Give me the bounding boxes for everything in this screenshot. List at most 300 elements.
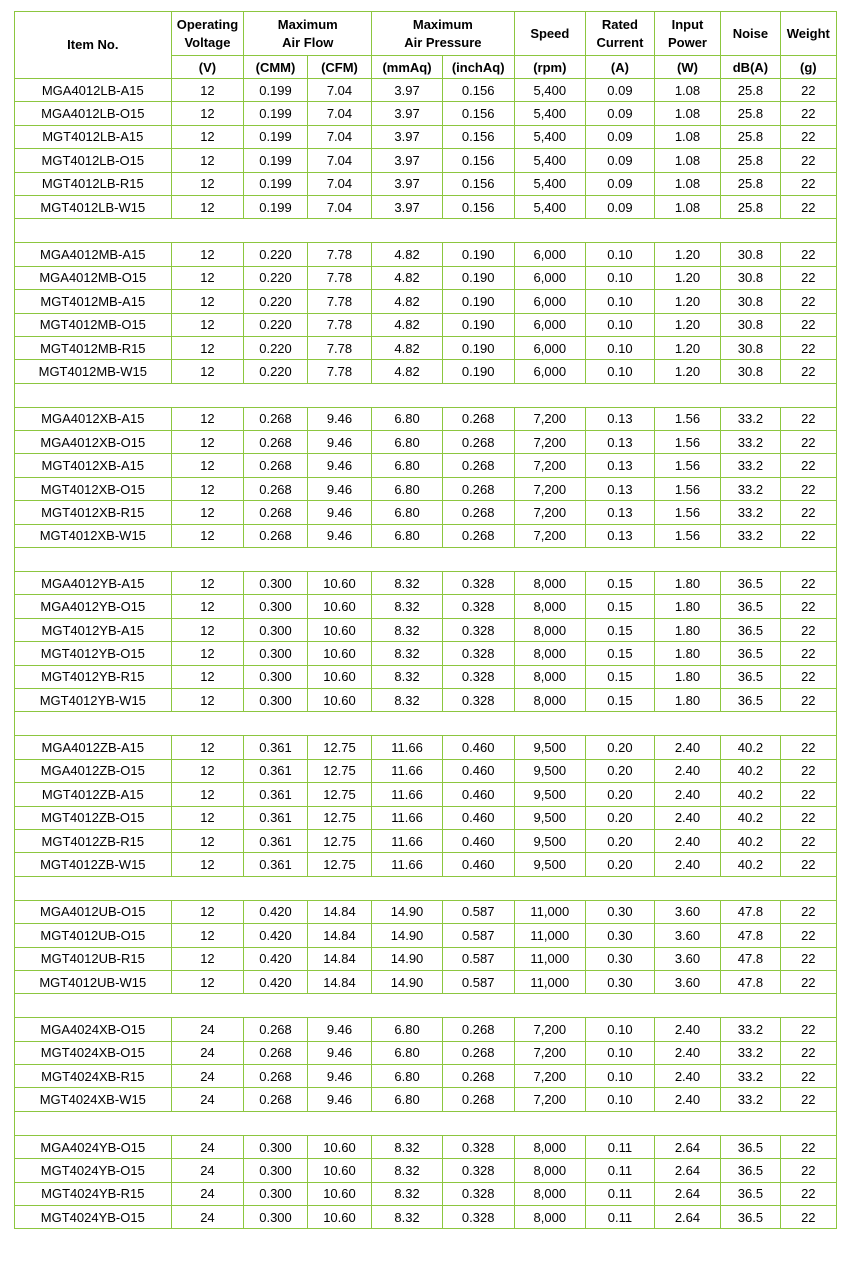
cell-cfm: 12.75 — [307, 736, 371, 759]
cell-inchaq: 0.328 — [442, 1135, 514, 1158]
cell-weight: 22 — [780, 783, 836, 806]
table-row — [15, 290, 837, 313]
cell-current: 0.15 — [586, 665, 655, 688]
cell-noise: 40.2 — [721, 829, 780, 852]
group-separator-row — [15, 219, 837, 243]
cell-current: 0.10 — [586, 290, 655, 313]
cell-item-no: MGA4012LB-A15 — [15, 79, 172, 102]
cell-voltage: 24 — [171, 1065, 244, 1088]
cell-power: 2.40 — [654, 1041, 721, 1064]
cell-weight: 22 — [780, 149, 836, 172]
cell-noise: 36.5 — [721, 1159, 780, 1182]
cell-voltage: 12 — [171, 336, 244, 359]
cell-current: 0.30 — [586, 900, 655, 923]
cell-cmm: 0.361 — [244, 736, 307, 759]
cell-power: 1.08 — [654, 172, 721, 195]
cell-inchaq: 0.190 — [442, 360, 514, 383]
cell-weight: 22 — [780, 595, 836, 618]
cell-mmaq: 6.80 — [372, 454, 443, 477]
cell-cfm: 7.04 — [307, 79, 371, 102]
cell-cmm: 0.268 — [244, 407, 307, 430]
cell-current: 0.10 — [586, 360, 655, 383]
cell-cfm: 9.46 — [307, 1041, 371, 1064]
cell-mmaq: 11.66 — [372, 806, 443, 829]
table-row — [15, 1065, 837, 1088]
cell-voltage: 12 — [171, 688, 244, 711]
cell-current: 0.09 — [586, 149, 655, 172]
cell-inchaq: 0.587 — [442, 947, 514, 970]
cell-item-no: MGT4024XB-W15 — [15, 1088, 172, 1111]
table-row — [15, 829, 837, 852]
cell-rpm: 8,000 — [514, 642, 586, 665]
cell-cfm: 12.75 — [307, 783, 371, 806]
cell-inchaq: 0.268 — [442, 407, 514, 430]
header-airflow-line2: Air Flow — [282, 34, 334, 50]
cell-item-no: MGA4012MB-A15 — [15, 243, 172, 266]
cell-weight: 22 — [780, 970, 836, 993]
cell-item-no: MGA4024XB-O15 — [15, 1018, 172, 1041]
cell-weight: 22 — [780, 572, 836, 595]
cell-current: 0.20 — [586, 736, 655, 759]
cell-cmm: 0.268 — [244, 477, 307, 500]
cell-cmm: 0.268 — [244, 1065, 307, 1088]
cell-cmm: 0.220 — [244, 336, 307, 359]
cell-item-no: MGT4024YB-R15 — [15, 1182, 172, 1205]
cell-inchaq: 0.156 — [442, 102, 514, 125]
cell-power: 2.40 — [654, 829, 721, 852]
unit-inchaq: (inchAq) — [442, 56, 514, 79]
cell-item-no: MGT4012MB-W15 — [15, 360, 172, 383]
cell-item-no: MGT4012MB-R15 — [15, 336, 172, 359]
cell-cmm: 0.268 — [244, 1088, 307, 1111]
cell-inchaq: 0.268 — [442, 501, 514, 524]
cell-weight: 22 — [780, 665, 836, 688]
cell-weight: 22 — [780, 125, 836, 148]
cell-cmm: 0.300 — [244, 1159, 307, 1182]
cell-rpm: 9,500 — [514, 759, 586, 782]
cell-voltage: 12 — [171, 360, 244, 383]
unit-voltage: (V) — [171, 56, 244, 79]
table-row — [15, 736, 837, 759]
cell-rpm: 8,000 — [514, 618, 586, 641]
cell-item-no: MGA4012XB-O15 — [15, 431, 172, 454]
cell-current: 0.09 — [586, 195, 655, 218]
cell-weight: 22 — [780, 313, 836, 336]
cell-voltage: 12 — [171, 102, 244, 125]
cell-cfm: 10.60 — [307, 642, 371, 665]
cell-inchaq: 0.328 — [442, 1206, 514, 1229]
table-row — [15, 195, 837, 218]
cell-cmm: 0.268 — [244, 1041, 307, 1064]
cell-current: 0.15 — [586, 642, 655, 665]
cell-current: 0.20 — [586, 759, 655, 782]
cell-cfm: 7.78 — [307, 313, 371, 336]
cell-cmm: 0.361 — [244, 783, 307, 806]
cell-noise: 47.8 — [721, 900, 780, 923]
cell-current: 0.10 — [586, 1041, 655, 1064]
cell-power: 1.56 — [654, 407, 721, 430]
cell-rpm: 8,000 — [514, 1159, 586, 1182]
cell-mmaq: 3.97 — [372, 195, 443, 218]
cell-cfm: 7.04 — [307, 172, 371, 195]
cell-cmm: 0.300 — [244, 642, 307, 665]
cell-voltage: 12 — [171, 454, 244, 477]
cell-rpm: 11,000 — [514, 970, 586, 993]
cell-rpm: 8,000 — [514, 595, 586, 618]
cell-voltage: 24 — [171, 1182, 244, 1205]
cell-noise: 36.5 — [721, 618, 780, 641]
cell-noise: 30.8 — [721, 290, 780, 313]
cell-current: 0.11 — [586, 1159, 655, 1182]
cell-weight: 22 — [780, 172, 836, 195]
table-row — [15, 759, 837, 782]
cell-inchaq: 0.190 — [442, 336, 514, 359]
cell-rpm: 6,000 — [514, 360, 586, 383]
cell-inchaq: 0.190 — [442, 266, 514, 289]
group-separator-row — [15, 994, 837, 1018]
cell-weight: 22 — [780, 79, 836, 102]
cell-cfm: 12.75 — [307, 806, 371, 829]
cell-power: 1.80 — [654, 665, 721, 688]
cell-power: 1.20 — [654, 290, 721, 313]
cell-item-no: MGT4012YB-R15 — [15, 665, 172, 688]
cell-mmaq: 8.32 — [372, 665, 443, 688]
cell-cmm: 0.199 — [244, 172, 307, 195]
table-row — [15, 1135, 837, 1158]
cell-voltage: 12 — [171, 947, 244, 970]
header-weight: Weight — [780, 12, 836, 56]
cell-voltage: 12 — [171, 477, 244, 500]
cell-noise: 33.2 — [721, 477, 780, 500]
cell-cmm: 0.220 — [244, 313, 307, 336]
table-row — [15, 79, 837, 102]
cell-mmaq: 3.97 — [372, 102, 443, 125]
cell-cmm: 0.199 — [244, 125, 307, 148]
cell-inchaq: 0.268 — [442, 1041, 514, 1064]
cell-inchaq: 0.268 — [442, 1065, 514, 1088]
cell-weight: 22 — [780, 195, 836, 218]
cell-rpm: 8,000 — [514, 1182, 586, 1205]
cell-rpm: 7,200 — [514, 1018, 586, 1041]
cell-voltage: 12 — [171, 829, 244, 852]
cell-inchaq: 0.587 — [442, 970, 514, 993]
cell-voltage: 12 — [171, 431, 244, 454]
cell-item-no: MGA4012ZB-O15 — [15, 759, 172, 782]
cell-voltage: 12 — [171, 125, 244, 148]
cell-cfm: 7.04 — [307, 125, 371, 148]
cell-cfm: 7.78 — [307, 243, 371, 266]
cell-power: 1.20 — [654, 313, 721, 336]
cell-weight: 22 — [780, 290, 836, 313]
cell-cfm: 7.78 — [307, 290, 371, 313]
cell-current: 0.30 — [586, 947, 655, 970]
cell-noise: 40.2 — [721, 783, 780, 806]
cell-cfm: 9.46 — [307, 501, 371, 524]
cell-cmm: 0.300 — [244, 1206, 307, 1229]
header-voltage-line1: Operating — [176, 16, 239, 32]
cell-current: 0.20 — [586, 806, 655, 829]
cell-cfm: 10.60 — [307, 1206, 371, 1229]
cell-power: 2.40 — [654, 1018, 721, 1041]
cell-cmm: 0.420 — [244, 970, 307, 993]
cell-rpm: 6,000 — [514, 336, 586, 359]
cell-voltage: 12 — [171, 524, 244, 547]
cell-mmaq: 8.32 — [372, 1206, 443, 1229]
cell-current: 0.13 — [586, 431, 655, 454]
cell-power: 1.80 — [654, 572, 721, 595]
cell-mmaq: 6.80 — [372, 477, 443, 500]
cell-power: 1.56 — [654, 454, 721, 477]
cell-mmaq: 11.66 — [372, 853, 443, 876]
cell-cmm: 0.268 — [244, 524, 307, 547]
cell-cmm: 0.268 — [244, 431, 307, 454]
cell-cfm: 7.78 — [307, 266, 371, 289]
cell-rpm: 9,500 — [514, 853, 586, 876]
cell-mmaq: 11.66 — [372, 783, 443, 806]
cell-inchaq: 0.328 — [442, 665, 514, 688]
header-rated-current — [586, 12, 655, 56]
table-row — [15, 149, 837, 172]
cell-weight: 22 — [780, 806, 836, 829]
cell-inchaq: 0.268 — [442, 454, 514, 477]
cell-weight: 22 — [780, 1018, 836, 1041]
cell-rpm: 9,500 — [514, 806, 586, 829]
group-separator-cell — [15, 1111, 837, 1135]
cell-inchaq: 0.587 — [442, 900, 514, 923]
cell-noise: 25.8 — [721, 79, 780, 102]
cell-voltage: 12 — [171, 572, 244, 595]
cell-cfm: 10.60 — [307, 1182, 371, 1205]
unit-rpm: (rpm) — [514, 56, 586, 79]
cell-cfm: 10.60 — [307, 1135, 371, 1158]
cell-rpm: 5,400 — [514, 79, 586, 102]
cell-power: 3.60 — [654, 924, 721, 947]
cell-power: 1.20 — [654, 360, 721, 383]
cell-power: 1.08 — [654, 149, 721, 172]
unit-gram: (g) — [780, 56, 836, 79]
cell-power: 2.40 — [654, 783, 721, 806]
header-speed: Speed — [514, 12, 586, 56]
cell-cfm: 14.84 — [307, 947, 371, 970]
cell-weight: 22 — [780, 524, 836, 547]
cell-power: 2.40 — [654, 853, 721, 876]
cell-item-no: MGT4012YB-A15 — [15, 618, 172, 641]
cell-inchaq: 0.460 — [442, 806, 514, 829]
table-row — [15, 806, 837, 829]
unit-cmm: (CMM) — [244, 56, 307, 79]
cell-rpm: 8,000 — [514, 665, 586, 688]
unit-cfm: (CFM) — [307, 56, 371, 79]
cell-mmaq: 3.97 — [372, 125, 443, 148]
cell-current: 0.30 — [586, 924, 655, 947]
cell-noise: 47.8 — [721, 970, 780, 993]
table-row — [15, 970, 837, 993]
cell-power: 2.40 — [654, 736, 721, 759]
cell-cmm: 0.300 — [244, 572, 307, 595]
cell-cfm: 10.60 — [307, 688, 371, 711]
cell-power: 1.20 — [654, 243, 721, 266]
cell-cfm: 9.46 — [307, 524, 371, 547]
cell-power: 1.08 — [654, 79, 721, 102]
cell-power: 1.56 — [654, 431, 721, 454]
table-row — [15, 1018, 837, 1041]
group-separator-cell — [15, 219, 837, 243]
cell-cfm: 14.84 — [307, 970, 371, 993]
group-separator-row — [15, 548, 837, 572]
cell-item-no: MGT4012ZB-R15 — [15, 829, 172, 852]
cell-inchaq: 0.328 — [442, 1159, 514, 1182]
cell-rpm: 9,500 — [514, 736, 586, 759]
cell-weight: 22 — [780, 1041, 836, 1064]
cell-mmaq: 8.32 — [372, 595, 443, 618]
cell-cfm: 10.60 — [307, 665, 371, 688]
cell-mmaq: 14.90 — [372, 900, 443, 923]
cell-cfm: 10.60 — [307, 572, 371, 595]
cell-cfm: 10.60 — [307, 1159, 371, 1182]
cell-rpm: 6,000 — [514, 313, 586, 336]
cell-noise: 33.2 — [721, 1065, 780, 1088]
cell-weight: 22 — [780, 688, 836, 711]
cell-mmaq: 6.80 — [372, 1041, 443, 1064]
cell-item-no: MGT4012UB-O15 — [15, 924, 172, 947]
cell-current: 0.13 — [586, 407, 655, 430]
cell-weight: 22 — [780, 736, 836, 759]
cell-cfm: 9.46 — [307, 477, 371, 500]
cell-mmaq: 4.82 — [372, 360, 443, 383]
cell-current: 0.30 — [586, 970, 655, 993]
cell-cmm: 0.420 — [244, 900, 307, 923]
cell-noise: 33.2 — [721, 407, 780, 430]
cell-voltage: 12 — [171, 79, 244, 102]
cell-cmm: 0.199 — [244, 102, 307, 125]
cell-cmm: 0.268 — [244, 1018, 307, 1041]
cell-rpm: 5,400 — [514, 102, 586, 125]
header-row — [15, 12, 837, 56]
cell-inchaq: 0.460 — [442, 759, 514, 782]
cell-cfm: 7.78 — [307, 336, 371, 359]
cell-item-no: MGT4012XB-O15 — [15, 477, 172, 500]
cell-noise: 25.8 — [721, 125, 780, 148]
unit-ampere: (A) — [586, 56, 655, 79]
unit-mmaq: (mmAq) — [372, 56, 443, 79]
group-separator-row — [15, 383, 837, 407]
header-airflow-line1: Maximum — [277, 16, 338, 32]
cell-power: 2.64 — [654, 1182, 721, 1205]
cell-cmm: 0.361 — [244, 759, 307, 782]
cell-weight: 22 — [780, 102, 836, 125]
cell-mmaq: 4.82 — [372, 336, 443, 359]
cell-inchaq: 0.268 — [442, 1018, 514, 1041]
cell-voltage: 12 — [171, 665, 244, 688]
table-row — [15, 1041, 837, 1064]
cell-mmaq: 6.80 — [372, 1018, 443, 1041]
cell-item-no: MGT4024XB-R15 — [15, 1065, 172, 1088]
table-row — [15, 924, 837, 947]
cell-current: 0.10 — [586, 313, 655, 336]
cell-mmaq: 8.32 — [372, 688, 443, 711]
cell-weight: 22 — [780, 407, 836, 430]
cell-rpm: 11,000 — [514, 900, 586, 923]
table-row — [15, 501, 837, 524]
cell-mmaq: 4.82 — [372, 313, 443, 336]
cell-noise: 33.2 — [721, 501, 780, 524]
cell-cmm: 0.361 — [244, 806, 307, 829]
cell-current: 0.15 — [586, 618, 655, 641]
cell-cmm: 0.300 — [244, 618, 307, 641]
cell-inchaq: 0.190 — [442, 243, 514, 266]
cell-current: 0.10 — [586, 1065, 655, 1088]
table-row — [15, 313, 837, 336]
cell-cmm: 0.220 — [244, 360, 307, 383]
cell-item-no: MGT4012MB-O15 — [15, 313, 172, 336]
table-row — [15, 266, 837, 289]
cell-weight: 22 — [780, 266, 836, 289]
cell-item-no: MGT4012ZB-A15 — [15, 783, 172, 806]
cell-current: 0.20 — [586, 783, 655, 806]
cell-voltage: 24 — [171, 1041, 244, 1064]
cell-item-no: MGT4012ZB-W15 — [15, 853, 172, 876]
cell-cmm: 0.420 — [244, 924, 307, 947]
table-row — [15, 102, 837, 125]
spec-table-body — [15, 79, 837, 1229]
cell-rpm: 7,200 — [514, 454, 586, 477]
cell-weight: 22 — [780, 1159, 836, 1182]
cell-cmm: 0.300 — [244, 688, 307, 711]
cell-cmm: 0.220 — [244, 266, 307, 289]
group-separator-row — [15, 1111, 837, 1135]
cell-item-no: MGT4012UB-W15 — [15, 970, 172, 993]
cell-cmm: 0.420 — [244, 947, 307, 970]
table-row — [15, 1088, 837, 1111]
cell-cmm: 0.199 — [244, 79, 307, 102]
cell-mmaq: 8.32 — [372, 1135, 443, 1158]
cell-cfm: 9.46 — [307, 1065, 371, 1088]
cell-voltage: 12 — [171, 618, 244, 641]
cell-rpm: 11,000 — [514, 947, 586, 970]
cell-noise: 33.2 — [721, 524, 780, 547]
cell-power: 1.80 — [654, 688, 721, 711]
cell-mmaq: 6.80 — [372, 501, 443, 524]
cell-rpm: 7,200 — [514, 1088, 586, 1111]
cell-mmaq: 3.97 — [372, 172, 443, 195]
cell-current: 0.11 — [586, 1206, 655, 1229]
cell-mmaq: 6.80 — [372, 1065, 443, 1088]
group-separator-cell — [15, 712, 837, 736]
cell-cmm: 0.300 — [244, 595, 307, 618]
cell-item-no: MGA4024YB-O15 — [15, 1135, 172, 1158]
cell-rpm: 7,200 — [514, 524, 586, 547]
cell-current: 0.20 — [586, 829, 655, 852]
group-separator-cell — [15, 383, 837, 407]
cell-noise: 33.2 — [721, 454, 780, 477]
cell-item-no: MGA4012XB-A15 — [15, 407, 172, 430]
cell-inchaq: 0.328 — [442, 572, 514, 595]
cell-mmaq: 14.90 — [372, 970, 443, 993]
cell-noise: 36.5 — [721, 1206, 780, 1229]
cell-rpm: 7,200 — [514, 501, 586, 524]
table-row — [15, 572, 837, 595]
cell-mmaq: 3.97 — [372, 79, 443, 102]
header-noise: Noise — [721, 12, 780, 56]
cell-voltage: 12 — [171, 172, 244, 195]
cell-rpm: 7,200 — [514, 407, 586, 430]
cell-current: 0.13 — [586, 477, 655, 500]
cell-cfm: 14.84 — [307, 924, 371, 947]
cell-mmaq: 8.32 — [372, 572, 443, 595]
cell-item-no: MGA4012UB-O15 — [15, 900, 172, 923]
cell-weight: 22 — [780, 1088, 836, 1111]
cell-power: 1.80 — [654, 618, 721, 641]
